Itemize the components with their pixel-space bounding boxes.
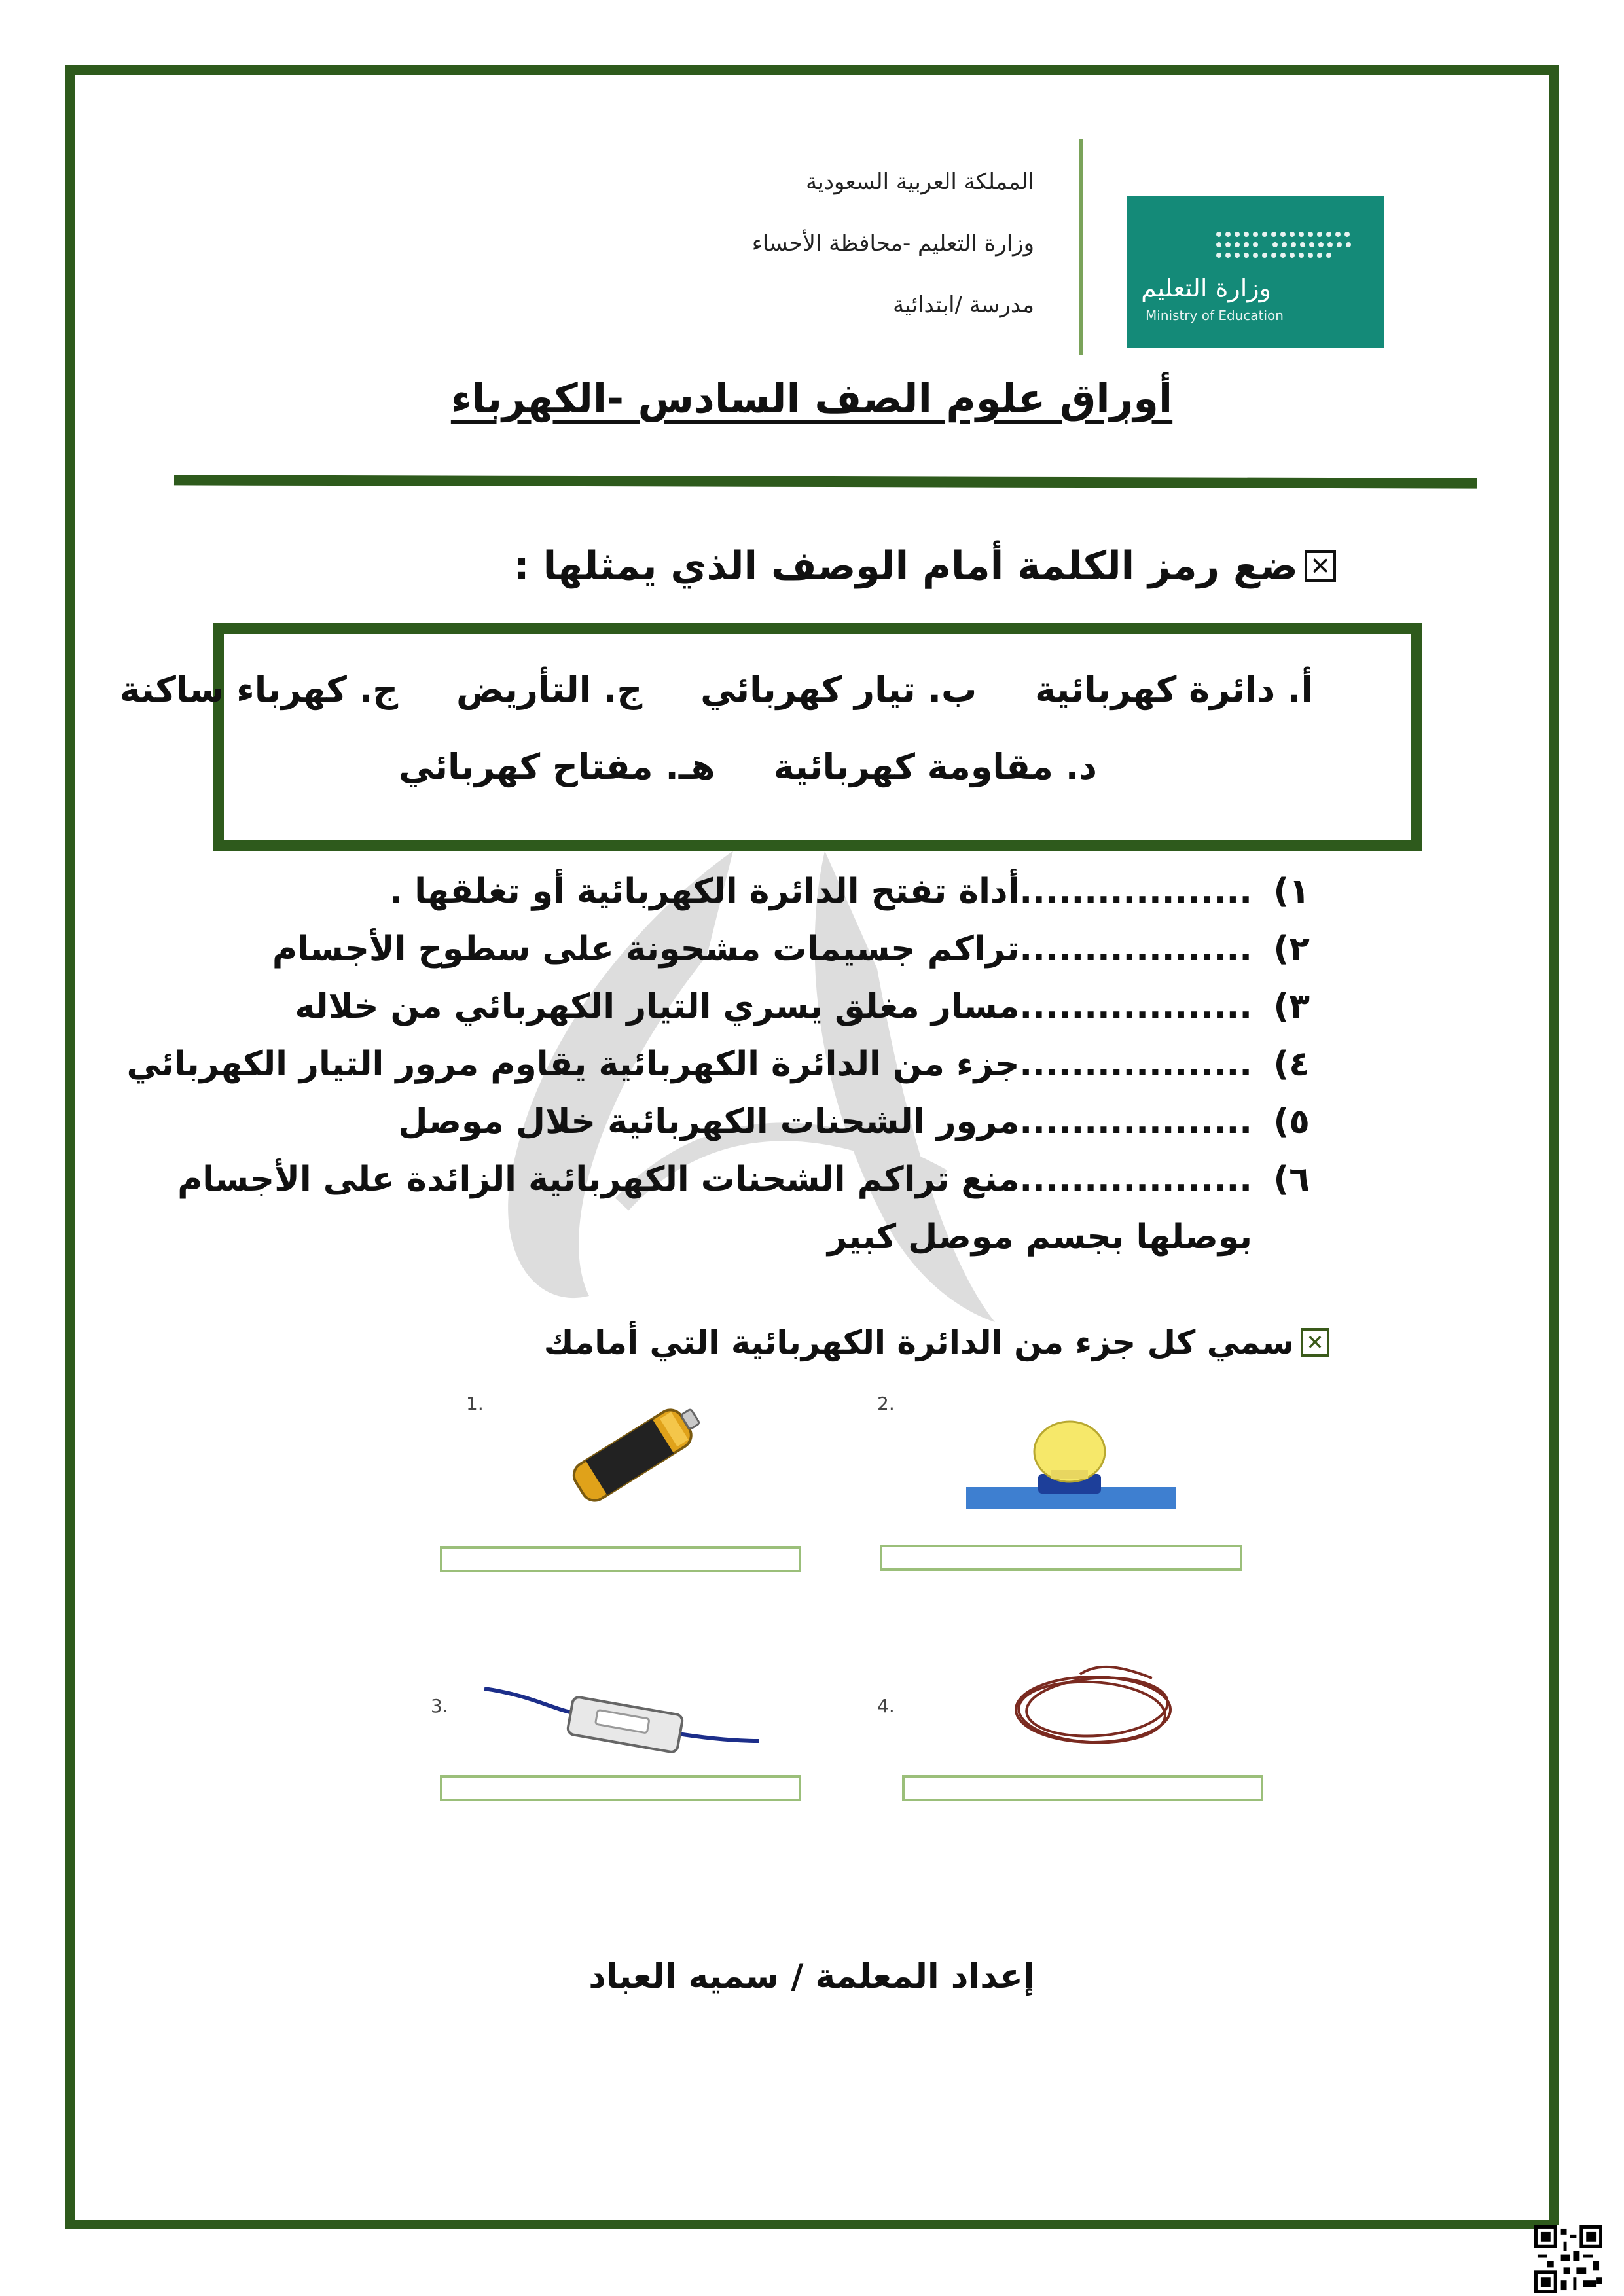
question-number: ٥) <box>1273 1102 1310 1141</box>
question-text: ..................أداة تفتح الدائرة الكهربائية أو تغلقها . <box>389 872 1252 911</box>
figure-1-label: 1. <box>466 1393 484 1414</box>
choice-c: ج. التأريض <box>456 669 643 710</box>
header-divider <box>1079 139 1083 355</box>
answer-box-4[interactable] <box>902 1775 1263 1801</box>
header-school: مدرسة /ابتدائية <box>893 292 1034 318</box>
ministry-logo <box>1127 196 1384 348</box>
question-text: ..................تراكم جسيمات مشحونة على سطوح الأجسام <box>272 929 1252 969</box>
figure-3-label: 3. <box>431 1695 448 1717</box>
question-item <box>66 863 1310 920</box>
question-number: ٤) <box>1273 1045 1310 1084</box>
switch-icon <box>478 1662 766 1761</box>
question-text: ..................مرور الشحنات الكهربائية خلال موصل <box>398 1102 1252 1141</box>
section2-title: سمي كل جزء من الدائرة الكهربائية التي أمامك <box>543 1323 1294 1361</box>
question-text: ..................جزء من الدائرة الكهربائية يقاوم مرور التيار الكهربائي <box>126 1045 1252 1084</box>
question-6-continuation: بوصلها بجسم موصل كبير <box>827 1217 1252 1257</box>
answer-box-1[interactable] <box>440 1546 801 1572</box>
questions-list <box>66 863 1310 1266</box>
qr-code-icon <box>1534 2225 1602 2293</box>
choice-a: أ. دائرة كهربائية <box>1035 669 1313 710</box>
ministry-logo-english: Ministry of Education <box>1146 308 1284 323</box>
lightbulb-icon <box>966 1414 1176 1512</box>
figure-2-label: 2. <box>877 1393 895 1414</box>
page-title: أوراق علوم الصف السادس -الكهرباء <box>450 374 1173 422</box>
question-number: ١) <box>1273 872 1310 911</box>
question-text: ..................مسار مغلق يسري التيار الكهربائي من خلاله <box>295 987 1252 1026</box>
question-item <box>66 1093 1310 1151</box>
choice-d: د. مقاومة كهربائية <box>773 746 1097 787</box>
ministry-logo-arabic: وزارة التعليم <box>1141 274 1271 302</box>
choices-box <box>119 623 1422 851</box>
section2-heading <box>544 1323 1329 1361</box>
question-text: ..................منع تراكم الشحنات الكهربائية الزائدة على الأجسام <box>177 1160 1252 1199</box>
question-number: ٣) <box>1273 987 1310 1026</box>
header-ministry: وزارة التعليم -محافظة الأحساء <box>751 230 1034 257</box>
battery-icon <box>550 1401 720 1505</box>
section1-heading <box>514 543 1336 589</box>
question-item <box>66 920 1310 978</box>
question-item <box>66 1151 1310 1208</box>
question-item <box>66 978 1310 1035</box>
header-kingdom: المملكة العربية السعودية <box>806 169 1034 195</box>
question-item <box>66 1035 1310 1093</box>
teacher-credit: إعداد المعلمة / سميه العباد <box>588 1957 1035 1996</box>
answer-box-3[interactable] <box>440 1775 801 1801</box>
choice-b: ب. تيار كهربائي <box>700 669 977 710</box>
choices-row-2 <box>353 746 1097 787</box>
checkbox-x-icon: ✕ <box>1301 1328 1329 1357</box>
figure-4-label: 4. <box>877 1695 895 1717</box>
question-number: ٦) <box>1273 1160 1310 1199</box>
ministry-logo-dots-icon <box>1127 196 1384 348</box>
wire-icon <box>1001 1655 1191 1759</box>
checkbox-x-icon: ✕ <box>1305 550 1336 582</box>
section1-title: ضع رمز الكلمة أمام الوصف الذي يمثلها : <box>513 543 1298 589</box>
question-number: ٢) <box>1273 929 1310 969</box>
choice-e: هـ. مفتاح كهربائي <box>399 746 715 787</box>
answer-box-2[interactable] <box>880 1545 1242 1571</box>
choices-row-1 <box>74 669 1313 710</box>
choice-c2: ج. كهرباء ساكنة <box>119 669 399 710</box>
